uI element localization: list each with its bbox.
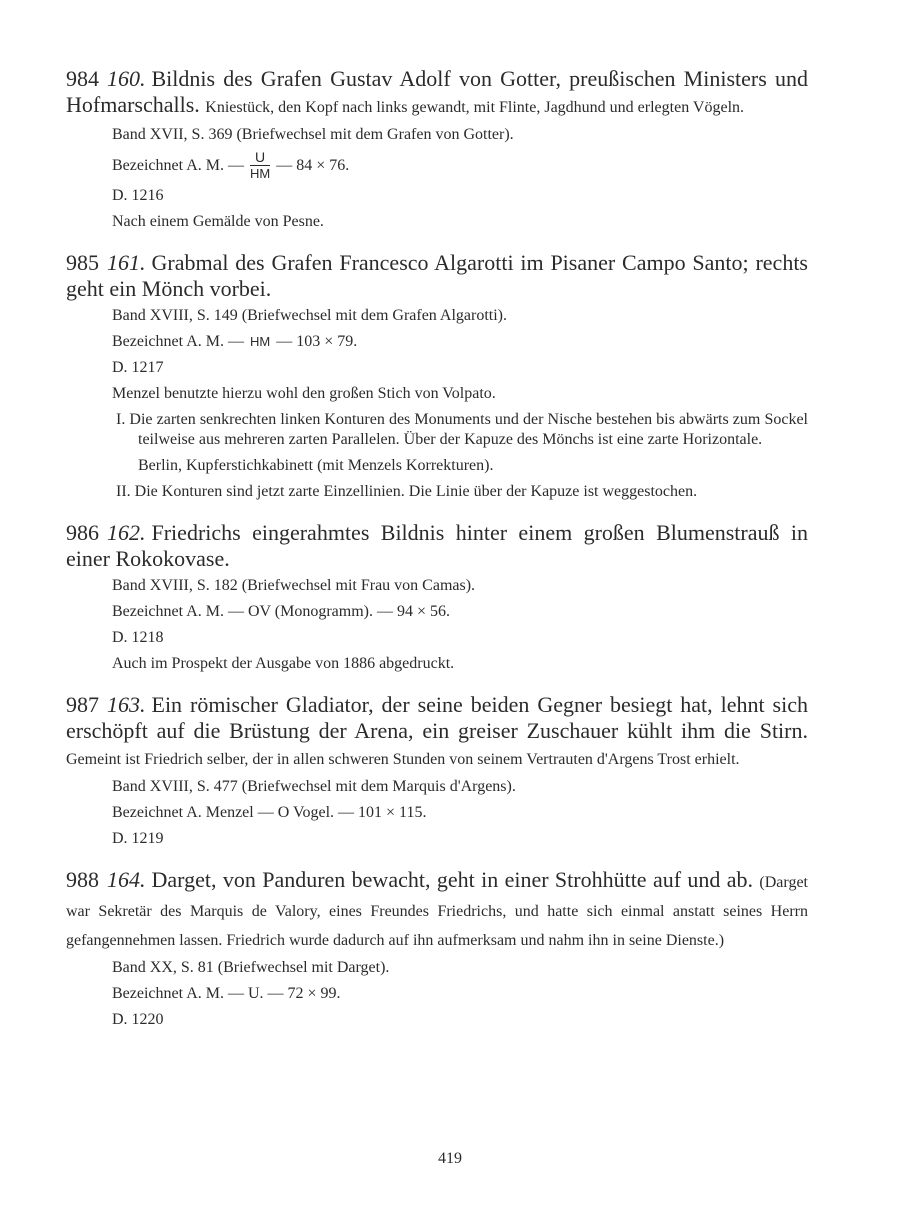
entry-description: Kniestück, den Kopf nach links gewandt, mit Flinte, Jagdhund und erlegten Vögeln. xyxy=(205,99,745,116)
signature-prefix: Bezeichnet A. M. — xyxy=(112,156,244,174)
entry-band: Band XVIII, S. 149 (Briefwechsel mit dem Grafen Algarotti). xyxy=(112,307,508,324)
catalog-entry xyxy=(66,250,808,502)
catalog-entry xyxy=(66,66,808,232)
entry-dutjen-number: D. 1217 xyxy=(112,359,164,376)
state-two: II. Die Konturen sind jetzt zarte Einzellinien. Die Linie über der Kapuze ist weggestochen. xyxy=(116,483,698,500)
catalog-entry xyxy=(66,520,808,674)
entry-title: Ein römischer Gladiator, der seine beiden Gegner besiegt hat, lehnt sich erschöpft auf die Brüstung der Arena, ein greiser Zuschauer kühlt ihm die Stirn. xyxy=(66,692,808,743)
state-one-location: Berlin, Kupferstichkabinett (mit Menzels Korrekturen). xyxy=(138,457,494,474)
entry-title: Bildnis des Grafen Gustav Adolf von Gotter, preußischen Ministers und Hofmarschalls. xyxy=(66,66,808,117)
monogram-top: U xyxy=(250,151,270,166)
entry-dutjen-number: D. 1216 xyxy=(112,187,164,204)
entry-signature: Bezeichnet A. M. — OV (Monogramm). — 94 × 56. xyxy=(112,603,451,620)
entry-number: 988 xyxy=(66,867,99,892)
entry-dutjen-number: D. 1218 xyxy=(112,629,164,646)
entry-number: 987 xyxy=(66,692,99,717)
entry-heading xyxy=(66,520,808,572)
entry-dutjen-number: D. 1220 xyxy=(112,1011,164,1028)
entry-note: Menzel benutzte hierzu wohl den großen Stich von Volpato. xyxy=(112,385,496,402)
entry-description: Gemeint ist Friedrich selber, der in allen schweren Stunden von seinem Vertrauten d'Argens Trost erhielt. xyxy=(66,751,740,768)
entry-heading xyxy=(66,250,808,302)
entry-title: Darget, von Panduren bewacht, geht in einer Strohhütte auf und ab. xyxy=(151,867,754,892)
entry-subnumber: 164. xyxy=(107,867,146,892)
monogram-bottom: HM xyxy=(249,166,271,181)
page-number: 419 xyxy=(438,1150,462,1167)
entry-subnumber: 163. xyxy=(107,692,146,717)
signature-prefix: Bezeichnet A. M. — xyxy=(112,333,244,350)
signature-suffix: — 103 × 79. xyxy=(276,333,358,350)
entry-subnumber: 161. xyxy=(107,250,146,275)
entry-description: (Darget war Sekretär des Marquis de Valory, eines Freundes Friedrichs, und hatte sich einmal anstatt seines Herrn gefangennehmen lassen. Friedrich wurde dadurch auf ihn aufmerksam und nahm ihn in seine Dienste.) xyxy=(66,874,808,949)
entry-signature: Bezeichnet A. M. — U. — 72 × 99. xyxy=(112,985,341,1002)
monogram: HM xyxy=(249,334,271,349)
entry-title: Friedrichs eingerahmtes Bildnis hinter einem großen Blumenstrauß in einer Rokokovase. xyxy=(66,520,808,571)
entry-band: Band XX, S. 81 (Briefwechsel mit Darget). xyxy=(112,959,390,976)
entry-subnumber: 162. xyxy=(107,520,146,545)
entry-number: 986 xyxy=(66,520,99,545)
entry-band: Band XVIII, S. 477 (Briefwechsel mit dem Marquis d'Argens). xyxy=(112,778,516,795)
entry-signature xyxy=(112,151,808,180)
entry-band: Band XVIII, S. 182 (Briefwechsel mit Frau von Camas). xyxy=(112,577,476,594)
entry-subnumber: 160. xyxy=(107,66,146,91)
catalog-page xyxy=(66,66,808,1048)
entry-note: Nach einem Gemälde von Pesne. xyxy=(112,213,324,230)
entry-number: 985 xyxy=(66,250,99,275)
entry-band: Band XVII, S. 369 (Briefwechsel mit dem Grafen von Gotter). xyxy=(112,126,514,143)
entry-signature xyxy=(112,332,808,352)
entry-note: Auch im Prospekt der Ausgabe von 1886 abgedruckt. xyxy=(112,655,455,672)
entry-dutjen-number: D. 1219 xyxy=(112,830,164,847)
monogram xyxy=(250,151,270,180)
entry-signature: Bezeichnet A. Menzel — O Vogel. — 101 × 115. xyxy=(112,804,427,821)
entry-heading xyxy=(66,66,808,121)
entry-number: 984 xyxy=(66,66,99,91)
entry-heading xyxy=(66,692,808,773)
entry-title: Grabmal des Grafen Francesco Algarotti im Pisaner Campo Santo; rechts geht ein Mönch vorbei. xyxy=(66,250,808,301)
state-one: I. Die zarten senkrechten linken Konturen des Monuments und der Nische bestehen bis abwärts zum Sockel teilweise aus mehreren zarten Parallelen. Über der Kapuze des Mönchs ist eine zarte Horizontale. xyxy=(116,411,808,448)
entry-heading xyxy=(66,867,808,954)
signature-suffix: — 84 × 76. xyxy=(276,156,350,174)
catalog-entry xyxy=(66,692,808,849)
catalog-entry xyxy=(66,867,808,1030)
